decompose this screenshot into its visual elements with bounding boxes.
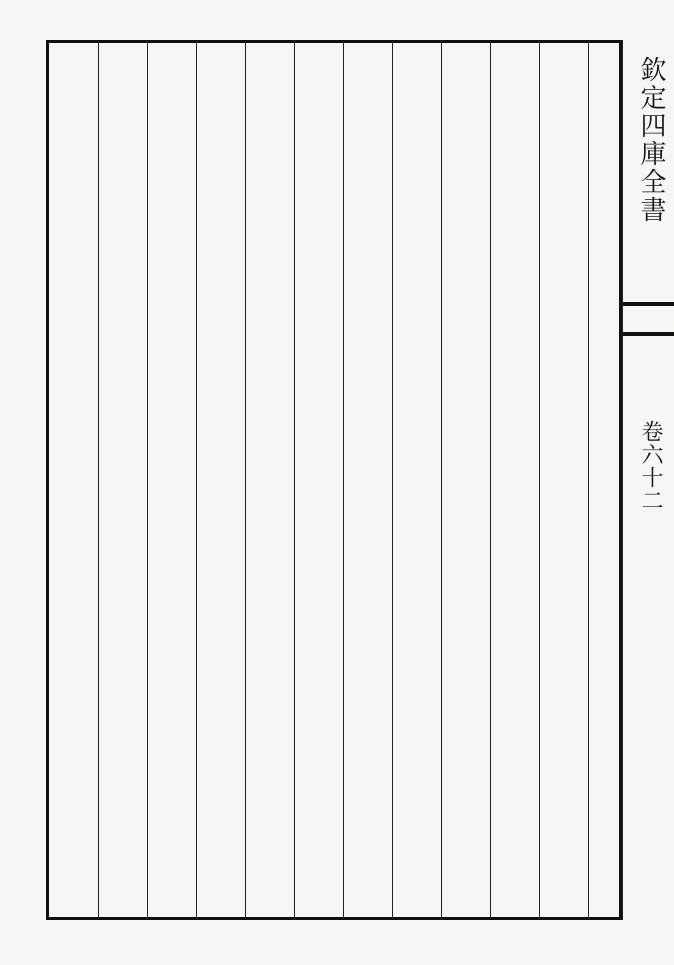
fishtail-line <box>623 302 674 306</box>
column-rule <box>441 43 442 917</box>
column-rule <box>98 43 99 917</box>
text-frame <box>46 40 622 920</box>
column-rule <box>196 43 197 917</box>
column-rule <box>294 43 295 917</box>
column-rule <box>588 43 589 917</box>
column-rule <box>147 43 148 917</box>
column-rule <box>490 43 491 917</box>
center-margin <box>622 40 674 920</box>
column-rule <box>392 43 393 917</box>
book-title: 欽定四庫全書 <box>636 56 666 224</box>
column-rule <box>539 43 540 917</box>
volume-label: 卷六十二 <box>638 420 663 512</box>
fishtail-line <box>623 332 674 336</box>
fishtail-mark <box>623 302 674 372</box>
column-rule <box>343 43 344 917</box>
column-rule <box>245 43 246 917</box>
